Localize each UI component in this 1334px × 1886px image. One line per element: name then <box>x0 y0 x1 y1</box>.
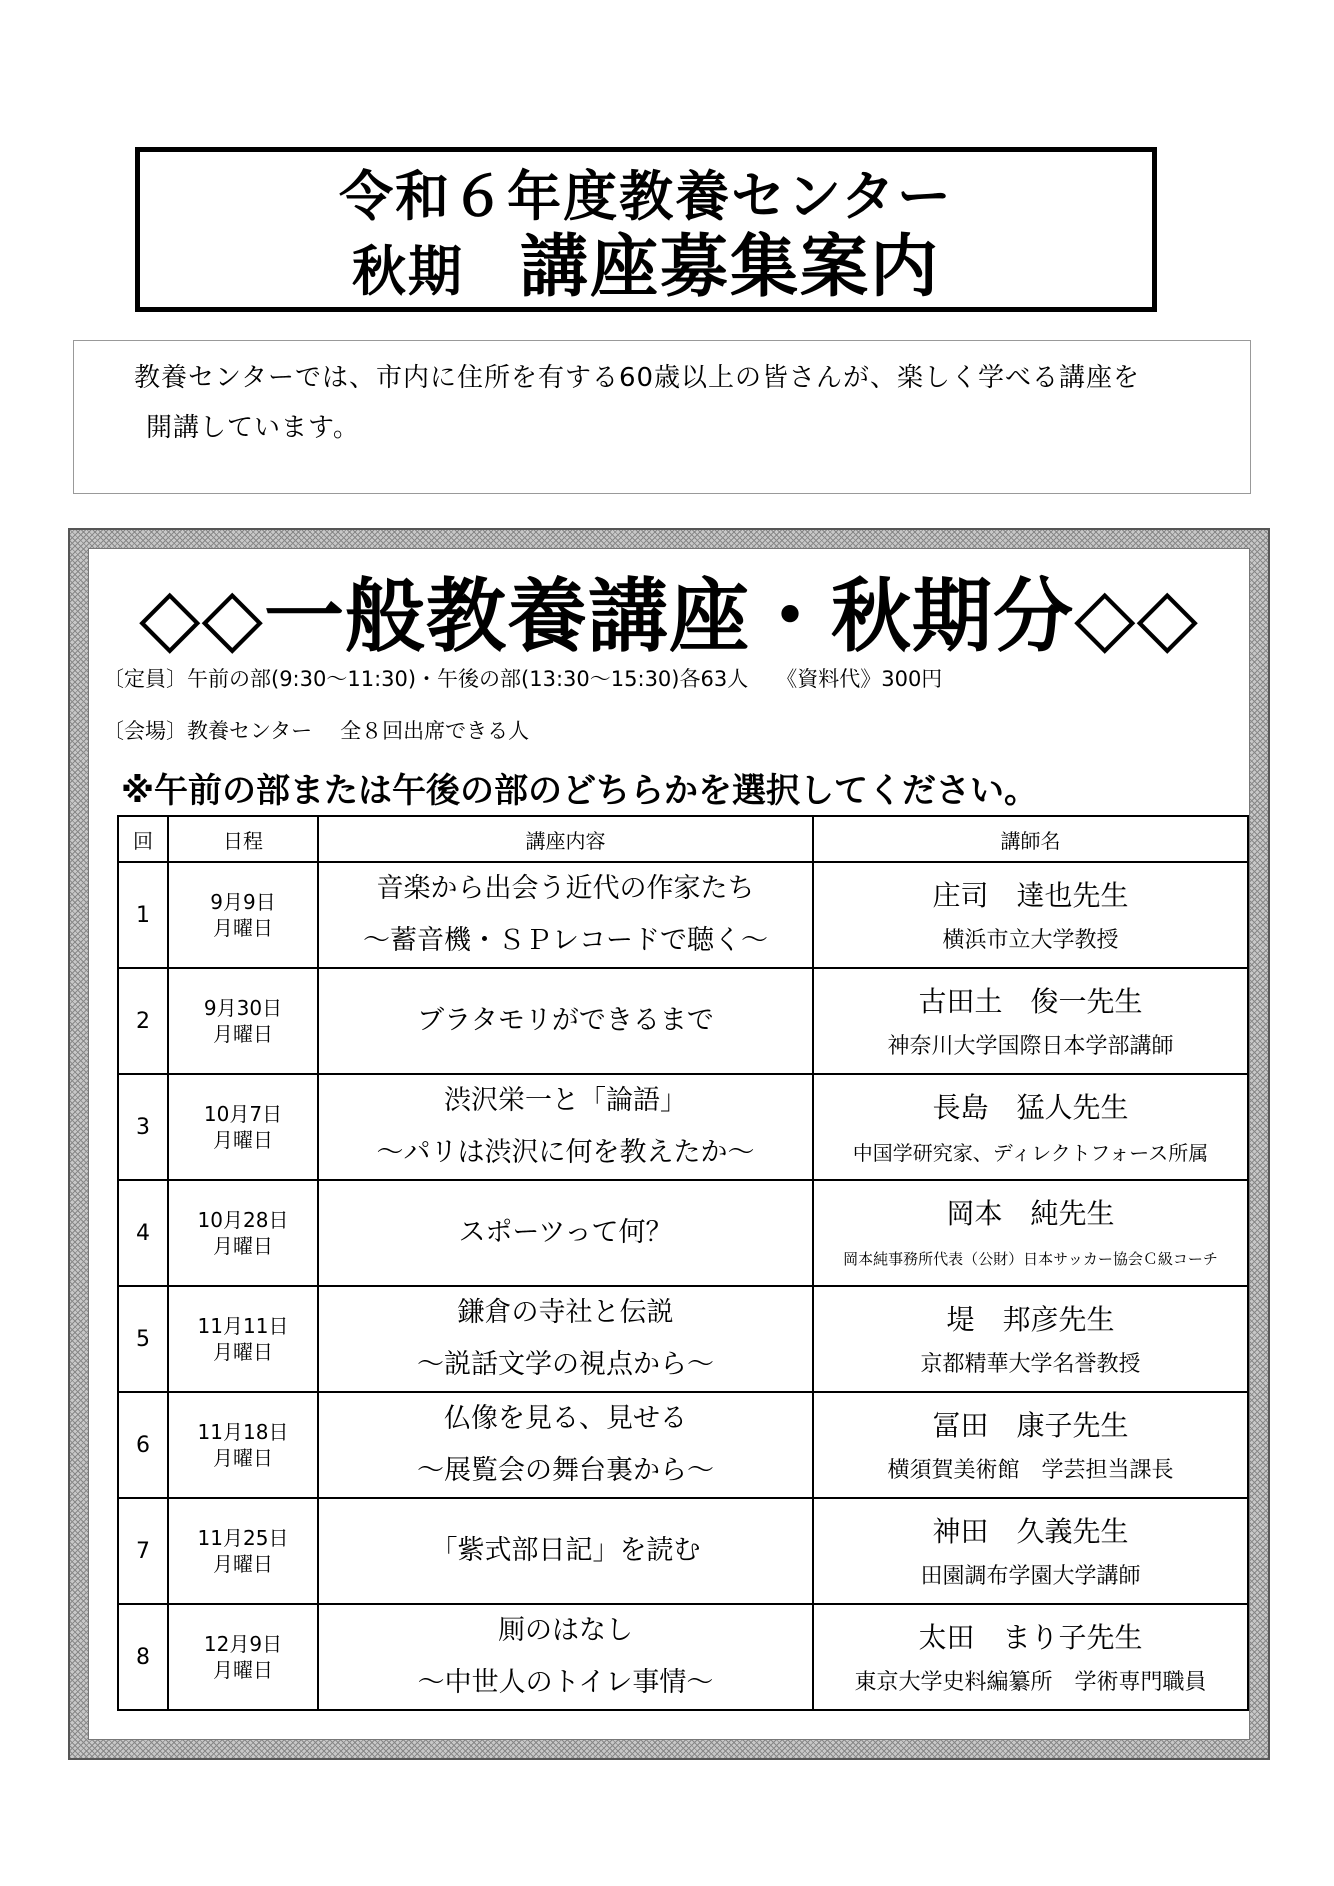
header-number: 回 <box>118 816 168 862</box>
course-subtitle: ～パリは渋沢に何を教えたか～ <box>376 1137 755 1168</box>
course-content <box>318 1392 813 1498</box>
course-title: 渋沢栄一と「論語」 <box>444 1085 687 1116</box>
table-row <box>118 862 1248 968</box>
title-box <box>135 147 1157 312</box>
course-content <box>318 1498 813 1604</box>
page-title-line1: 令和６年度教養センター <box>339 165 953 228</box>
session-date <box>168 1286 318 1392</box>
day-text: 月曜日 <box>213 1340 273 1364</box>
date-text: 10月7日 <box>203 1102 283 1126</box>
table-row <box>118 1074 1248 1180</box>
intro-text <box>134 353 1234 453</box>
lecturer-affiliation: 横須賀美術館 学芸担当課長 <box>887 1458 1174 1483</box>
course-title: 仏像を見る、見せる <box>444 1403 687 1434</box>
eligibility-text: 全８回出席できる人 <box>340 719 530 743</box>
session-date <box>168 1180 318 1286</box>
lecturer-name: 太田 まり子先生 <box>918 1621 1143 1654</box>
lecturer-cell <box>813 1180 1248 1286</box>
day-text: 月曜日 <box>213 1022 273 1046</box>
table-row <box>118 1392 1248 1498</box>
session-number: 5 <box>118 1286 168 1392</box>
session-date <box>168 862 318 968</box>
session-number: 3 <box>118 1074 168 1180</box>
lecturer-cell <box>813 968 1248 1074</box>
section-title: ◇◇一般教養講座・秋期分◇◇ <box>138 570 1200 663</box>
course-content <box>318 968 813 1074</box>
day-text: 月曜日 <box>213 916 273 940</box>
course-content <box>318 1286 813 1392</box>
lecturer-name: 庄司 達也先生 <box>932 879 1129 912</box>
table-row <box>118 1498 1248 1604</box>
header-lecturer: 講師名 <box>813 816 1248 862</box>
course-subtitle: ～蓄音機・ＳＰレコードで聴く～ <box>363 925 768 956</box>
lecturer-affiliation: 神奈川大学国際日本学部講師 <box>887 1034 1174 1059</box>
page-title-line2 <box>140 228 1152 321</box>
course-section-frame <box>68 528 1270 1760</box>
day-text: 月曜日 <box>213 1658 273 1682</box>
day-text: 月曜日 <box>213 1446 273 1470</box>
date-text: 9月9日 <box>210 890 276 914</box>
table-row <box>118 1604 1248 1710</box>
fee-text: 《資料代》300円 <box>776 667 943 691</box>
lecturer-affiliation: 田園調布学園大学講師 <box>920 1564 1141 1589</box>
lecturer-cell <box>813 1074 1248 1180</box>
session-date <box>168 968 318 1074</box>
venue-text: 〔会場〕教養センター <box>103 719 313 743</box>
lecturer-cell <box>813 862 1248 968</box>
course-title: 音楽から出会う近代の作家たち <box>376 873 755 904</box>
lecturer-name: 古田土 俊一先生 <box>918 985 1143 1018</box>
venue-line <box>103 717 529 745</box>
selection-notice: ※午前の部または午後の部のどちらかを選択してください。 <box>121 771 1039 811</box>
header-content: 講座内容 <box>318 816 813 862</box>
lecturer-cell <box>813 1392 1248 1498</box>
lecturer-cell <box>813 1286 1248 1392</box>
course-content <box>318 1604 813 1710</box>
page-title-main: 講座募集案内 <box>519 228 940 307</box>
day-text: 月曜日 <box>213 1128 273 1152</box>
session-date <box>168 1604 318 1710</box>
course-content <box>318 1180 813 1286</box>
session-number: 7 <box>118 1498 168 1604</box>
date-text: 10月28日 <box>197 1208 289 1232</box>
lecturer-affiliation: 横浜市立大学教授 <box>942 928 1119 953</box>
session-number: 1 <box>118 862 168 968</box>
date-text: 12月9日 <box>203 1632 283 1656</box>
intro-box <box>73 340 1251 494</box>
course-section-panel <box>88 548 1250 1740</box>
page-title-season: 秋期 <box>351 240 464 303</box>
lecturer-cell <box>813 1604 1248 1710</box>
course-subtitle: ～説話文学の視点から～ <box>417 1349 714 1380</box>
table-row <box>118 1180 1248 1286</box>
lecturer-name: 冨田 康子先生 <box>932 1409 1129 1442</box>
date-text: 11月18日 <box>197 1420 289 1444</box>
intro-line-2: 開講しています。 <box>146 413 360 443</box>
session-number: 8 <box>118 1604 168 1710</box>
schedule-table <box>117 815 1249 1711</box>
date-text: 11月25日 <box>197 1526 289 1550</box>
table-row <box>118 968 1248 1074</box>
date-text: 11月11日 <box>197 1314 289 1338</box>
capacity-text: 〔定員〕午前の部(9:30～11:30)・午後の部(13:30～15:30)各63人 <box>103 667 749 691</box>
lecturer-affiliation: 岡本純事務所代表（公財）日本サッカー協会Ｃ級コーチ <box>843 1250 1218 1268</box>
lecturer-name: 神田 久義先生 <box>932 1515 1129 1548</box>
course-title: 厠のはなし <box>498 1615 633 1646</box>
course-title: ブラタモリができるまで <box>417 1005 714 1036</box>
lecturer-affiliation: 東京大学史料編纂所 学術専門職員 <box>854 1670 1207 1695</box>
course-title: 「紫式部日記」を読む <box>430 1535 701 1566</box>
course-title: 鎌倉の寺社と伝説 <box>457 1297 674 1328</box>
lecturer-name: 岡本 純先生 <box>946 1197 1115 1230</box>
date-text: 9月30日 <box>203 996 283 1020</box>
course-content <box>318 1074 813 1180</box>
session-date <box>168 1498 318 1604</box>
session-number: 4 <box>118 1180 168 1286</box>
capacity-line <box>103 665 942 693</box>
session-number: 6 <box>118 1392 168 1498</box>
course-title: スポーツって何？ <box>458 1217 673 1248</box>
session-number: 2 <box>118 968 168 1074</box>
lecturer-affiliation: 京都精華大学名誉教授 <box>920 1352 1141 1377</box>
course-subtitle: ～展覧会の舞台裏から～ <box>417 1455 714 1486</box>
session-date <box>168 1074 318 1180</box>
lecturer-cell <box>813 1498 1248 1604</box>
course-content <box>318 862 813 968</box>
day-text: 月曜日 <box>213 1552 273 1576</box>
table-header-row <box>118 816 1248 862</box>
session-date <box>168 1392 318 1498</box>
lecturer-name: 長島 猛人先生 <box>932 1091 1129 1124</box>
lecturer-affiliation: 中国学研究家、ディレクトフォース所属 <box>852 1141 1209 1165</box>
day-text: 月曜日 <box>213 1234 273 1258</box>
header-date: 日程 <box>168 816 318 862</box>
intro-line-1: 教養センターでは、市内に住所を有する60歳以上の皆さんが、楽しく学べる講座を <box>134 363 1141 393</box>
table-row <box>118 1286 1248 1392</box>
lecturer-name: 堤 邦彦先生 <box>946 1303 1115 1336</box>
course-subtitle: ～中世人のトイレ事情～ <box>417 1667 714 1698</box>
